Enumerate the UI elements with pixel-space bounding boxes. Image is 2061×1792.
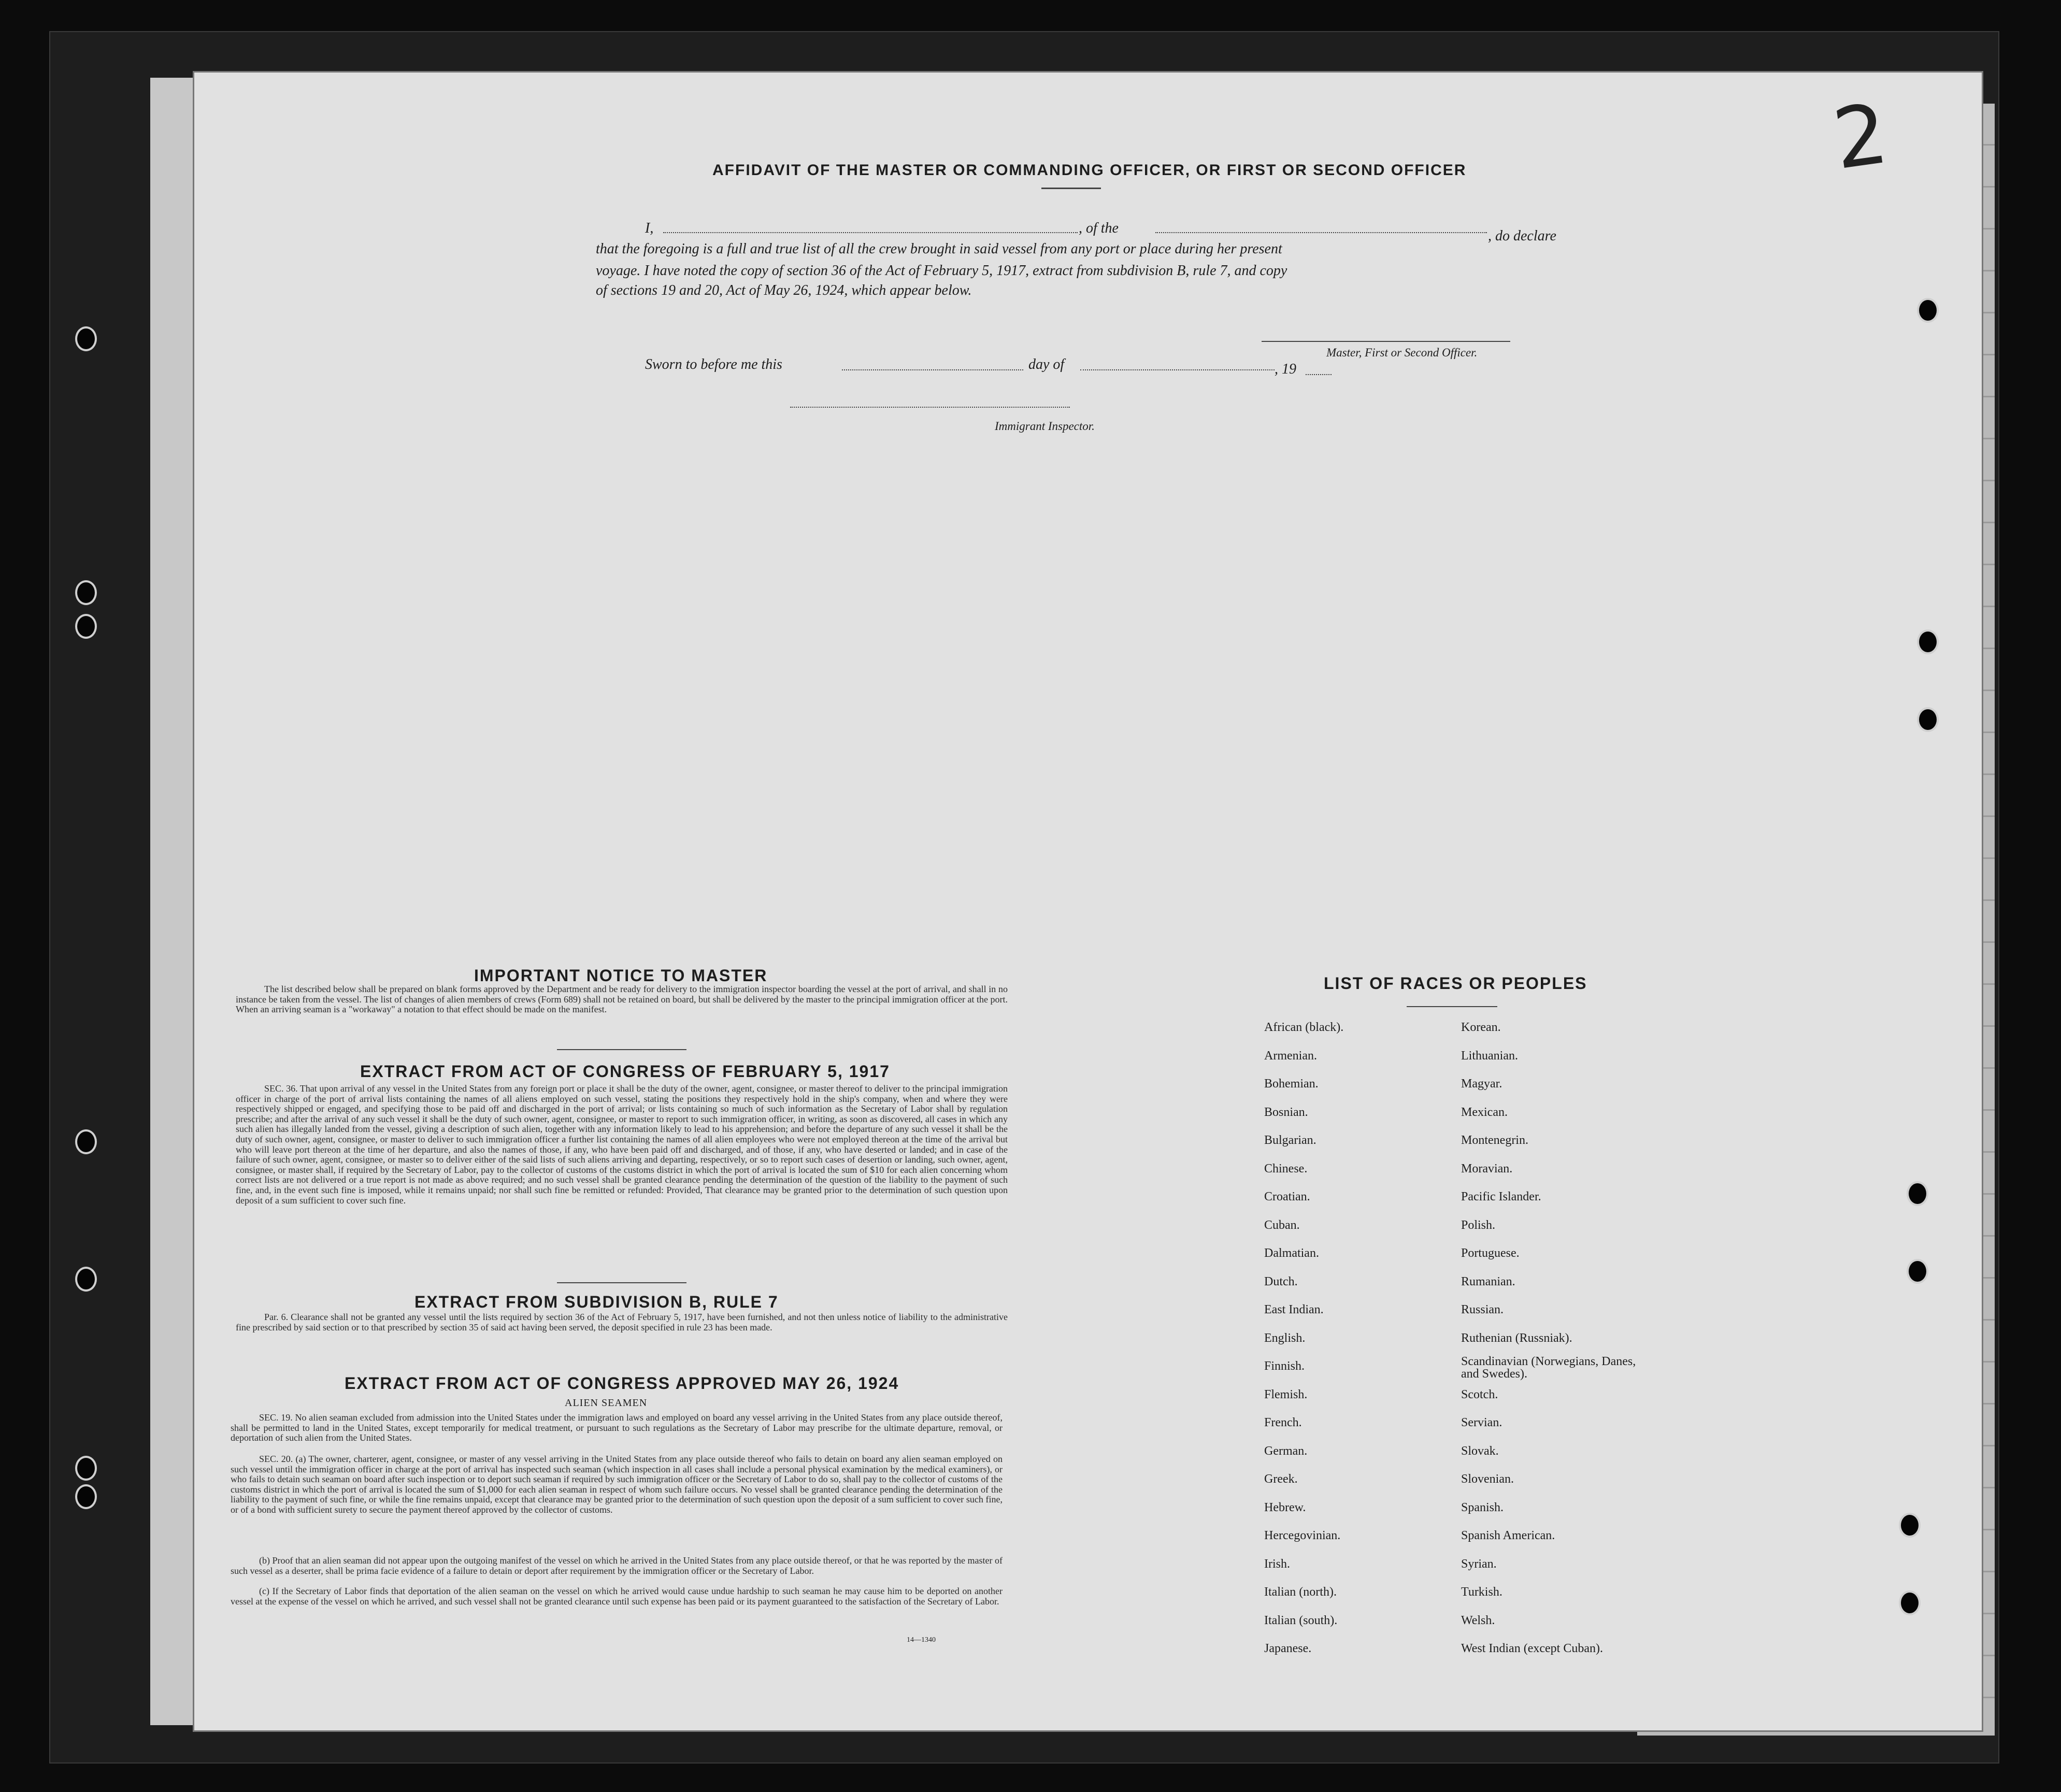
race-item: Hebrew.	[1264, 1500, 1306, 1514]
extract-1917-divider	[557, 1282, 686, 1283]
race-item: Japanese.	[1264, 1642, 1312, 1655]
binder-hole-right	[1917, 298, 1939, 323]
race-item: English.	[1264, 1331, 1306, 1345]
race-item: Montenegrin.	[1461, 1134, 1528, 1147]
race-item: Korean.	[1461, 1021, 1501, 1034]
race-item: Slovenian.	[1461, 1472, 1514, 1486]
sec-20a-text: SEC. 20. (a) The owner, charterer, agent, consignee, or master of any vessel arriving in the United States from any place outside thereof who fails to detain on board any alien seaman employed on such vessel until the immigration officer in charge at the port of arrival has inspected such seaman (which inspection in all cases shall include a personal physical examination by the medical examiners), or who fails to detain such seaman on board after such inspection or to deport such seaman if required by such immigration officer or the Secretary of Labor to do so, shall pay to the collector of customs of the customs district in which the port of arrival is located the sum of $1,000 for each alien seaman in respect of whom such failure occurs. No vessel shall be granted clearance pending the determination of the liability to the payment of such fine, or while the fine remains unpaid, except that clearance may be granted prior to the determination of such question upon the deposit of a sum sufficient to cover such fine, or of a bond with sufficient surety to secure the payment thereof approved by the collector of customs.	[231, 1454, 1003, 1515]
affidavit-line-4: of sections 19 and 20, Act of May 26, 1924, which appear below.	[596, 282, 972, 298]
race-item: Italian (north).	[1264, 1585, 1337, 1599]
master-signature-caption: Master, First or Second Officer.	[1326, 346, 1478, 359]
binder-hole-left	[75, 326, 97, 351]
race-item: Moravian.	[1461, 1162, 1513, 1175]
binder-hole-left	[75, 580, 97, 605]
race-item: German.	[1264, 1444, 1308, 1458]
races-divider	[1407, 1006, 1497, 1007]
binder-hole-left	[75, 1484, 97, 1509]
affiant-name-field[interactable]	[663, 232, 1078, 233]
race-item: Ruthenian (Russniak).	[1461, 1331, 1572, 1345]
race-item: Welsh.	[1461, 1613, 1495, 1627]
race-item: French.	[1264, 1416, 1302, 1429]
extract-1924-title: EXTRACT FROM ACT OF CONGRESS APPROVED MAY 26, 1924	[345, 1374, 899, 1393]
race-item: Greek.	[1264, 1472, 1298, 1486]
master-signature-line[interactable]	[1262, 341, 1510, 342]
race-item: Spanish American.	[1461, 1529, 1555, 1542]
alien-seamen-subtitle: ALIEN SEAMEN	[565, 1397, 648, 1409]
binder-hole-right	[1899, 1590, 1921, 1615]
binder-hole-right	[1917, 707, 1939, 732]
binder-hole-left	[75, 1267, 97, 1292]
binder-hole-left	[75, 1129, 97, 1154]
sworn-day-field[interactable]	[842, 369, 1023, 370]
race-item: Hercegovinian.	[1264, 1529, 1341, 1542]
race-item: Rumanian.	[1461, 1274, 1515, 1288]
vessel-name-field[interactable]	[1155, 232, 1487, 233]
race-item: East Indian.	[1264, 1303, 1324, 1316]
race-item: Scandinavian (Norwegians, Danes, and Swedes).	[1461, 1355, 1636, 1381]
race-item: African (black).	[1264, 1021, 1344, 1034]
binder-hole-right	[1907, 1259, 1928, 1284]
sworn-month-field[interactable]	[1080, 369, 1275, 370]
year-label: , 19	[1275, 361, 1296, 377]
day-of-label: day of	[1028, 356, 1065, 372]
race-item: Lithuanian.	[1461, 1049, 1518, 1063]
rule-7-text: Par. 6. Clearance shall not be granted any vessel until the lists required by section 36 of the Act of February 5, 1917, have been furnished, and not then unless notice of liability to the administrative fine prescribed by said section or to that prescribed by section 35 of said act having been served, the deposit specified in rule 23 has been made.	[236, 1312, 1008, 1332]
race-item: West Indian (except Cuban).	[1461, 1642, 1603, 1655]
race-item: Polish.	[1461, 1218, 1496, 1232]
race-item: Bohemian.	[1264, 1077, 1319, 1091]
do-declare-label: , do declare	[1488, 228, 1556, 244]
sec-19-text: SEC. 19. No alien seaman excluded from admission into the United States under the immigration laws and employed on board any vessel arriving in the United States from any place outside thereof, shall be permitted to land in the United States, except temporarily for medical treatment, or pursuant to such regulations as the Secretary of Labor may prescribe for the ultimate departure, removal, or deportation of such alien from the United States.	[231, 1412, 1003, 1443]
race-item: Russian.	[1461, 1303, 1504, 1316]
extract-1917-title: EXTRACT FROM ACT OF CONGRESS OF FEBRUARY 5, 1917	[360, 1062, 890, 1081]
binder-hole-right	[1907, 1181, 1928, 1206]
race-item: Spanish.	[1461, 1500, 1504, 1514]
race-item: Dalmatian.	[1264, 1246, 1319, 1260]
binder-hole-right	[1917, 629, 1939, 654]
of-the-label: , of the	[1079, 220, 1119, 236]
race-item: Syrian.	[1461, 1557, 1497, 1571]
inspector-caption: Immigrant Inspector.	[995, 420, 1095, 433]
notice-title: IMPORTANT NOTICE TO MASTER	[474, 966, 768, 985]
binder-hole-left	[75, 614, 97, 639]
race-item: Portuguese.	[1461, 1246, 1520, 1260]
race-item: Armenian.	[1264, 1049, 1317, 1063]
left-adjacent-page	[150, 78, 198, 1725]
affiant-label: I,	[645, 220, 654, 236]
race-item: Finnish.	[1264, 1359, 1305, 1373]
race-item: Magyar.	[1461, 1077, 1502, 1091]
race-item: Turkish.	[1461, 1585, 1502, 1599]
sworn-label: Sworn to before me this	[645, 356, 782, 372]
race-item: Italian (south).	[1264, 1613, 1338, 1627]
sworn-year-field[interactable]	[1306, 374, 1332, 375]
title-divider	[1041, 188, 1101, 189]
affidavit-line-3: voyage. I have noted the copy of section 36 of the Act of February 5, 1917, extract from subdivision B, rule 7, and copy	[596, 263, 1287, 279]
affidavit-line-2: that the foregoing is a full and true list of all the crew brought in said vessel from any port or place during her present	[596, 241, 1282, 257]
rule-7-title: EXTRACT FROM SUBDIVISION B, RULE 7	[414, 1293, 779, 1311]
races-title: LIST OF RACES OR PEOPLES	[1324, 974, 1587, 993]
race-item: Pacific Islander.	[1461, 1190, 1541, 1203]
notice-text: The list described below shall be prepared on blank forms approved by the Department and be ready for delivery to the immigration inspector boarding the vessel at the port of arrival, and shall in no instance be taken from the vessel. The list of changes of alien members of crews (Form 689) shall not be retained on board, but shall be delivered by the master to the principal immigration officer at the port. When an arriving seaman is a "workaway" a notation to that effect should be made on the manifest.	[236, 984, 1008, 1015]
race-item: Croatian.	[1264, 1190, 1310, 1203]
race-item: Servian.	[1461, 1416, 1502, 1429]
race-item: Irish.	[1264, 1557, 1290, 1571]
race-item: Flemish.	[1264, 1387, 1308, 1401]
notice-divider	[557, 1049, 686, 1050]
sec-20b-text: (b) Proof that an alien seaman did not appear upon the outgoing manifest of the vessel on which he arrived in the United States from any place outside thereof, or that he was reported by the master of such vessel as a deserter, shall be prima facie evidence of a failure to detain or deport after requirement by the immigration officer or the Secretary of Labor.	[231, 1555, 1003, 1576]
race-item: Dutch.	[1264, 1274, 1298, 1288]
extract-1917-text: SEC. 36. That upon arrival of any vessel in the United States from any foreign port or place it shall be the duty of the owner, agent, consignee, or master thereof to deliver to the principal immigration officer in charge of the port of arrival lists containing the names of all aliens employed on such vessel, stating the positions they respectively hold in the ship's company, when and where they were respectively shipped or engaged, and specifying those to be paid off and discharged in the port of arrival; or lists containing so much of such information as the Secretary of Labor shall by regulation prescribe; and after the arrival of any such vessel it shall be the duty of such owner, agent, consignee, or master to report to such immigration officer, in writing, as soon as discovered, all cases in which any such alien has illegally landed from the vessel, giving a description of such alien, together with any information likely to lead to his apprehension; and before the departure of any such vessel it shall be the duty of such owner, agent, consignee, or master to deliver to such immigration officer a further list containing the names of all alien employees who were not employed thereon at the time of the arrival but who will leave port thereon at the time of her departure, and also the names of those, if any, who have been paid off and discharged, and of those, if any, who have deserted or landed; and in case of the failure of such owner, agent, consignee, or master so to deliver either of the said lists of such aliens arriving and departing, respectively, or so to report such cases of desertion or landing, such owner, agent, consignee, or master shall, if required by the Secretary of Labor, pay to the collector of customs of the customs district in which the port of arrival is located the sum of $10 for each alien concerning whom correct lists are not delivered or a true report is not made as above required; and no such vessel shall be granted clearance pending the determination of the question of the liability to the payment of such fine, and, in the event such fine is imposed, while it remains unpaid; nor shall such fine be remitted or refunded: Provided, That clearance may be granted prior to the determination of such question upon deposit of a sum sufficient to cover such fine.	[236, 1083, 1008, 1206]
inspector-signature-line[interactable]	[790, 407, 1070, 408]
sec-20c-text: (c) If the Secretary of Labor finds that deportation of the alien seaman on the vessel on which he arrived would cause undue hardship to such seaman he may cause him to be deported on another vessel at the expense of the vessel on which he arrived, and such vessel shall not be granted clearance until such expense has been paid or its payment guaranteed to the satisfaction of the Secretary of Labor.	[231, 1586, 1003, 1607]
race-item: Scotch.	[1461, 1387, 1498, 1401]
race-item: Mexican.	[1461, 1105, 1508, 1119]
race-item: Slovak.	[1461, 1444, 1499, 1458]
handwritten-page-mark: 2	[1827, 84, 1894, 189]
race-item: Chinese.	[1264, 1162, 1308, 1175]
form-number: 14—1340	[907, 1636, 936, 1644]
binder-hole-left	[75, 1456, 97, 1481]
race-item: Bulgarian.	[1264, 1134, 1316, 1147]
race-item: Cuban.	[1264, 1218, 1300, 1232]
race-item: Bosnian.	[1264, 1105, 1308, 1119]
binder-hole-right	[1899, 1513, 1921, 1538]
affidavit-title: AFFIDAVIT OF THE MASTER OR COMMANDING OFFICER, OR FIRST OR SECOND OFFICER	[712, 162, 1467, 179]
